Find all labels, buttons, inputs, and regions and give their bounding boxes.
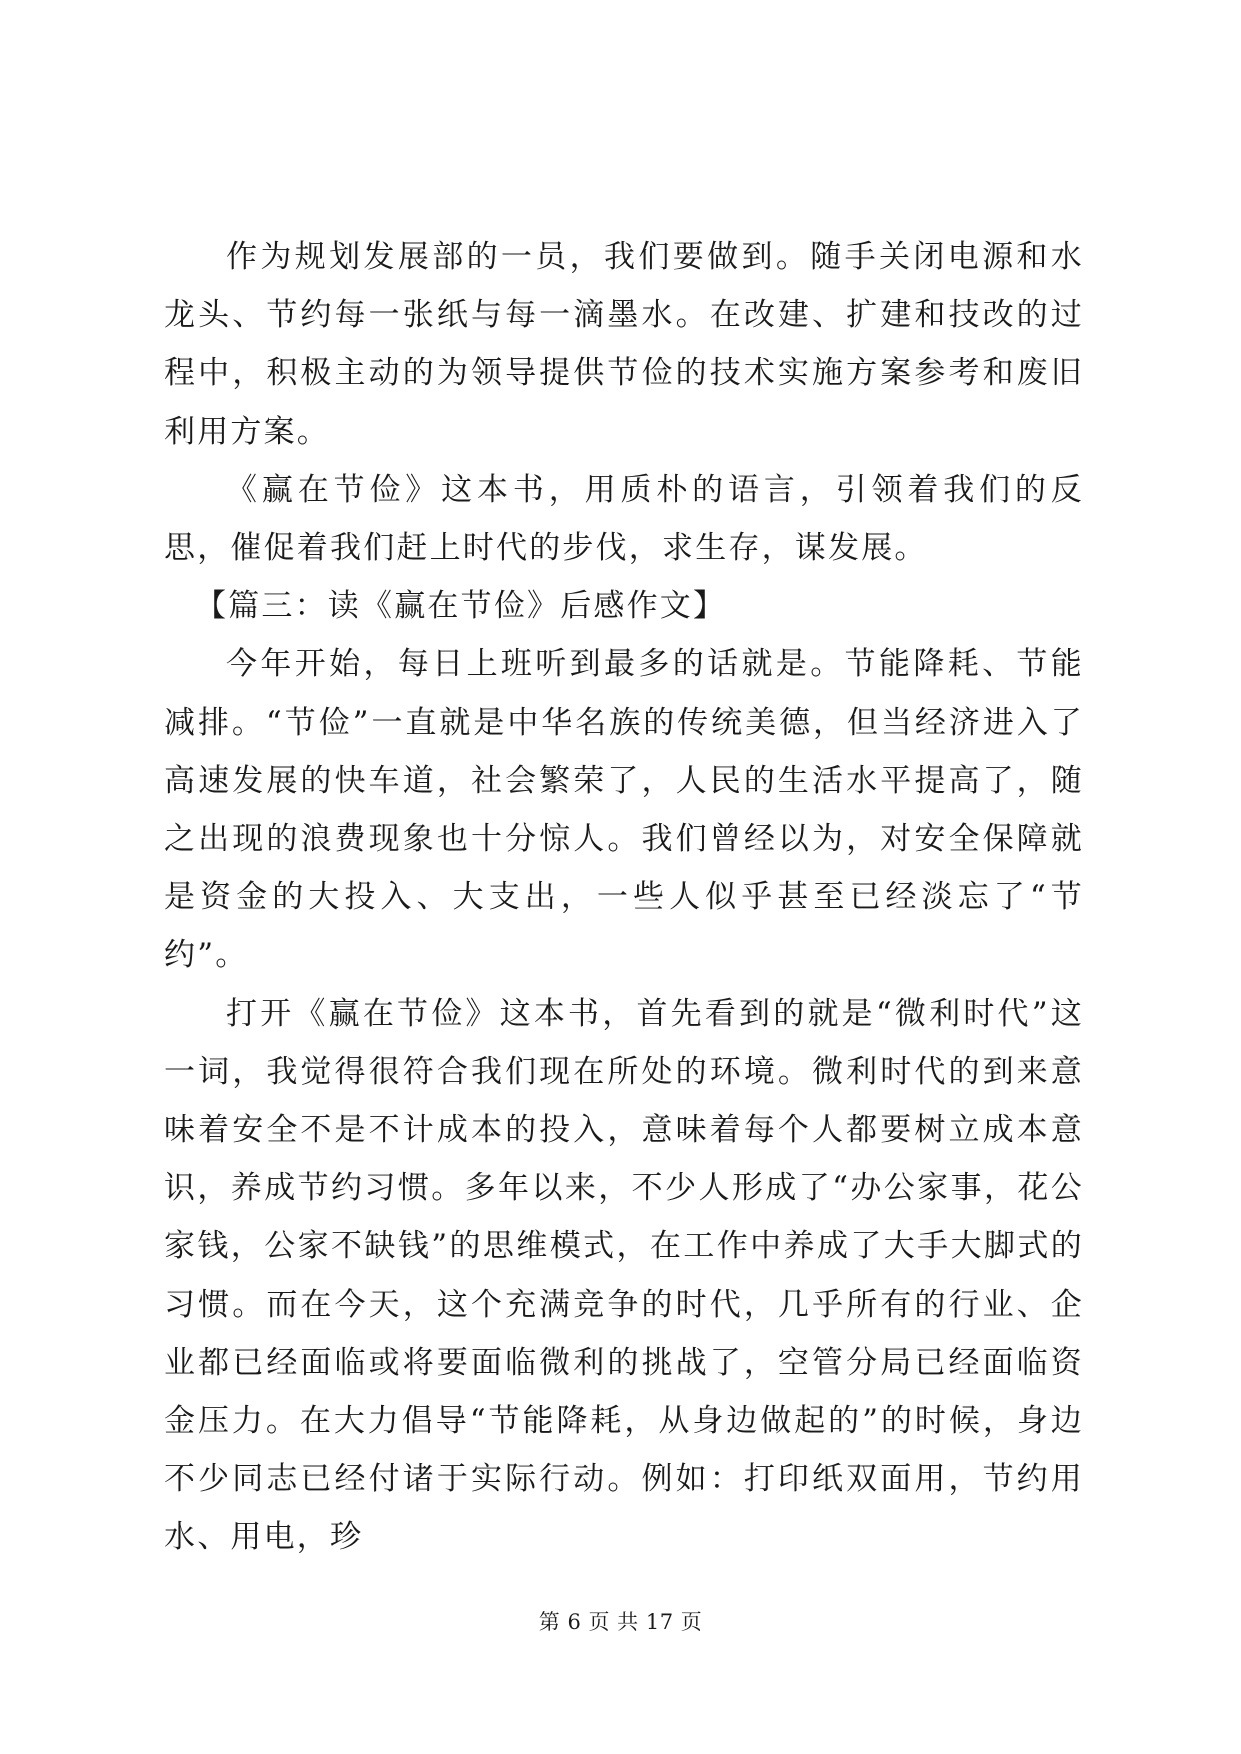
paragraph: 作为规划发展部的一员，我们要做到。随手关闭电源和水龙头、节约每一张纸与每一滴墨水。在改建、扩建和技改的过程中，积极主动的为领导提供节俭的技术实施方案参考和废旧利用方案。 <box>164 239 1084 450</box>
section-heading: 【篇三：读《赢在节俭》后感作文】 <box>195 588 727 625</box>
paragraph: 今年开始，每日上班听到最多的话就是。节能降耗、节能减排。“节俭”一直就是中华名族的传统美德，但当经济进入了高速发展的快车道，社会繁荣了，人民的生活水平提高了，随之出现的浪费现象也十分惊人。我们曾经以为，对安全保障就是资金的大投入、大支出，一些人似乎甚至已经淡忘了“节约”。 <box>164 646 1084 974</box>
paragraph: 《赢在节俭》这本书，用质朴的语言，引领着我们的反思，催促着我们赶上时代的步伐，求生存，谋发展。 <box>164 471 1084 567</box>
paragraph: 打开《赢在节俭》这本书，首先看到的就是“微利时代”这一词，我觉得很符合我们现在所处的环境。微利时代的到来意味着安全不是不计成本的投入，意味着每个人都要树立成本意识，养成节约习惯。多年以来，不少人形成了“办公家事，花公家钱，公家不缺钱”的思维模式，在工作中养成了大手大脚式的习惯。而在今天，这个充满竞争的时代，几乎所有的行业、企业都已经面临或将要面临微利的挑战了，空管分局已经面临资金压力。在大力倡导“节能降耗，从身边做起的”的时候，身边不少同志已经付诸于实际行动。例如：打印纸双面用，节约用水、用电，珍 <box>164 995 1084 1556</box>
document-body <box>164 228 1084 1567</box>
page-number-footer: 第 6 页 共 17 页 <box>538 1610 703 1634</box>
